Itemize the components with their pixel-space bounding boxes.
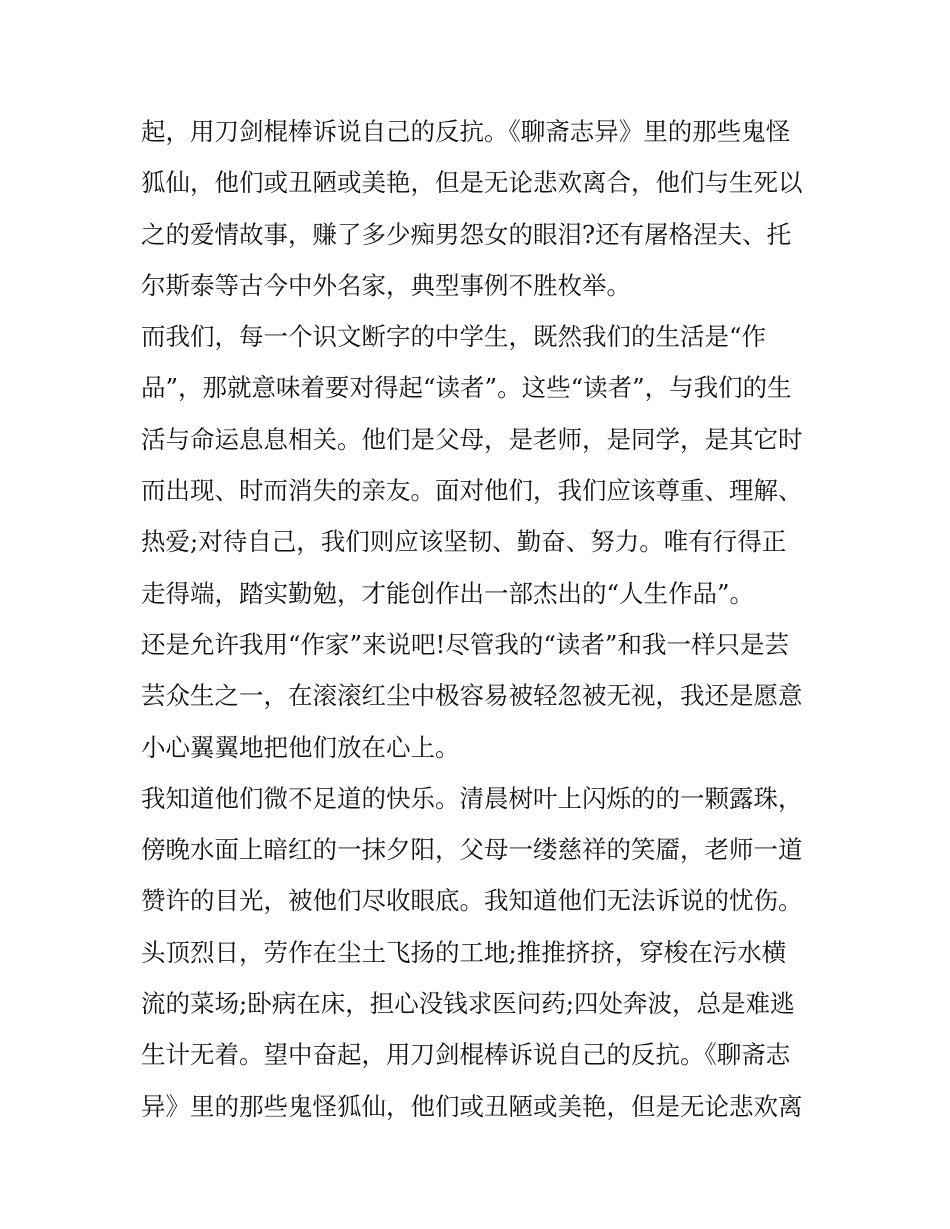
text-line: 尔斯泰等古今中外名家，典型事例不胜枚举。 bbox=[141, 270, 631, 300]
text-line: 活与命运息息相关。他们是父母，是老师，是同学，是其它时 bbox=[141, 424, 803, 454]
text-line: 傍晚水面上暗红的一抹夕阳，父母一缕慈祥的笑靥，老师一道 bbox=[141, 835, 803, 865]
text-line: 之的爱情故事，赚了多少痴男怨女的眼泪?还有屠格涅夫、托 bbox=[141, 219, 792, 249]
text-line: 起，用刀剑棍棒诉说自己的反抗。《聊斋志异》里的那些鬼怪 bbox=[141, 117, 791, 146]
text-line: 流的菜场;卧病在床，担心没钱求医问药;四处奔波，总是难逃 bbox=[141, 989, 795, 1019]
text-line: 而我们，每一个识文断字的中学生，既然我们的生活是“作 bbox=[141, 322, 767, 352]
text-line: 头顶烈日，劳作在尘土飞扬的工地;推推挤挤，穿梭在污水横 bbox=[141, 937, 787, 967]
text-line: 赞许的目光，被他们尽收眼底。我知道他们无法诉说的忧伤。 bbox=[141, 886, 803, 916]
text-line: 生计无着。望中奋起，用刀剑棍棒诉说自己的反抗。《聊斋志 bbox=[141, 1040, 791, 1070]
text-line: 我知道他们微不足道的快乐。清晨树叶上闪烁的的一颗露珠， bbox=[141, 783, 803, 813]
text-line: 异》里的那些鬼怪狐仙，他们或丑陋或美艳，但是无论悲欢离 bbox=[141, 1091, 803, 1121]
text-line: 还是允许我用“作家”来说吧!尽管我的“读者”和我一样只是芸 bbox=[141, 629, 789, 659]
text-line: 走得端，踏实勤勉，才能创作出一部杰出的“人生作品”。 bbox=[141, 578, 755, 608]
text-line: 小心翼翼地把他们放在心上。 bbox=[141, 732, 460, 762]
text-line: 热爱;对待自己，我们则应该坚韧、勤奋、努力。唯有行得正 bbox=[141, 527, 787, 557]
text-line: 芸众生之一，在滚滚红尘中极容易被轻忽被无视，我还是愿意 bbox=[141, 681, 803, 711]
text-line: 狐仙，他们或丑陋或美艳，但是无论悲欢离合，他们与生死以 bbox=[141, 168, 803, 198]
text-line: 品”，那就意味着要对得起“读者”。这些“读者”，与我们的生 bbox=[141, 373, 792, 403]
text-line: 而出现、时而消失的亲友。面对他们，我们应该尊重、理解、 bbox=[141, 476, 803, 506]
document-page bbox=[141, 106, 821, 1132]
